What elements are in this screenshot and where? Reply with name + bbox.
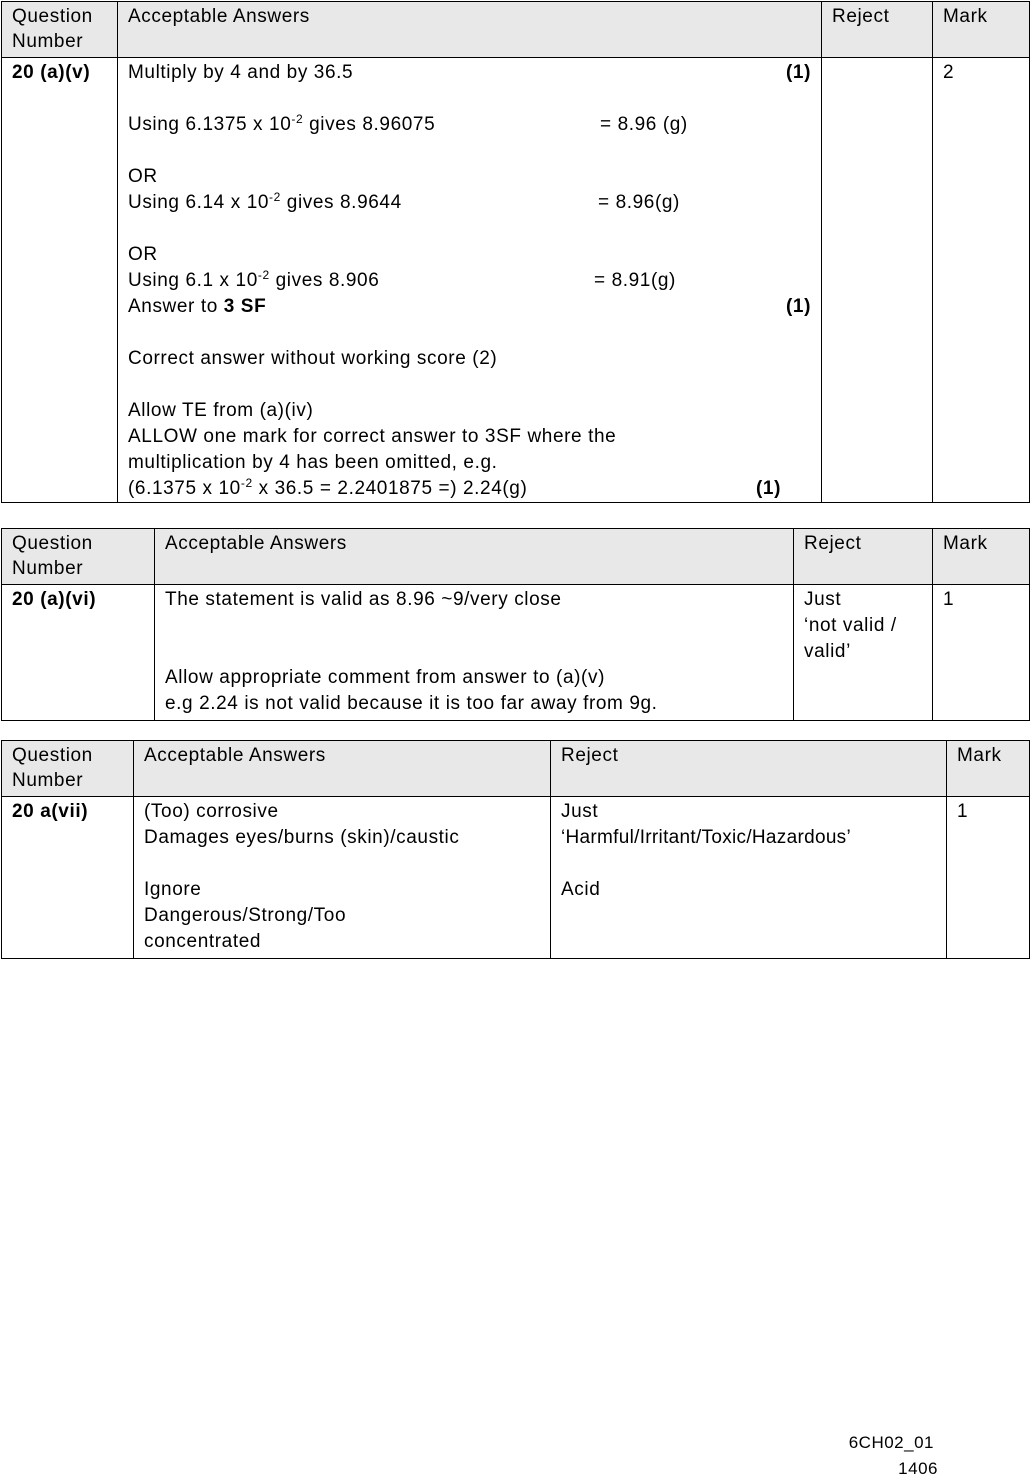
answer-line	[128, 190, 811, 216]
reject-text: Just	[561, 801, 599, 822]
header-reject: Reject	[822, 2, 933, 58]
answer-line	[128, 476, 811, 502]
answer-note: ALLOW one mark for correct answer to 3SF where the multiplication by 4 has been omitted, e.g.	[128, 426, 617, 473]
answer-note: Correct answer without working score (2)	[128, 348, 498, 369]
answer-text: gives 8.9644	[280, 192, 402, 213]
header-reject: Reject	[551, 741, 947, 797]
or-label: OR	[128, 244, 158, 265]
header-mark: Mark	[933, 529, 1030, 585]
answer-text: Multiply by 4 and by 36.5	[128, 62, 354, 83]
mark-scheme-table-vi	[1, 528, 1030, 721]
reject-cell	[551, 797, 947, 959]
header-question-number: Question Number	[2, 741, 134, 797]
paper-code: 6CH02_01	[848, 1433, 934, 1452]
answer-line	[128, 294, 811, 320]
answer-text: Using 6.14 x 10	[128, 192, 270, 213]
question-number: 20 (a)(vi)	[2, 585, 155, 721]
answer-text: x 36.5 = 2.2401875 =) 2.24(g)	[252, 478, 528, 499]
reject-text: Acid	[561, 879, 601, 900]
mark-cell: 1	[947, 797, 1030, 959]
header-mark: Mark	[947, 741, 1030, 797]
question-number: 20 a(vii)	[2, 797, 134, 959]
mark-scheme-table-v	[1, 1, 1030, 503]
exponent: -2	[240, 476, 253, 490]
answer-text: Using 6.1375 x 10	[128, 114, 292, 135]
answer-text-bold: 3 SF	[223, 296, 267, 317]
or-label: OR	[128, 166, 158, 187]
answer-text: Using 6.1 x 10	[128, 270, 258, 291]
mark-scheme-table-vii	[1, 740, 1030, 959]
answer-note: e.g 2.24 is not valid because it is too far away from 9g.	[165, 693, 658, 714]
answer-text: Answer to	[128, 296, 224, 317]
header-question-number: Question Number	[2, 529, 155, 585]
mark-allocation: (1)	[785, 62, 811, 83]
ignore-label: Ignore	[144, 879, 202, 900]
mark-allocation: (1)	[755, 478, 781, 499]
answer-text: gives 8.96075	[303, 114, 436, 135]
exponent: -2	[257, 268, 270, 282]
exponent: -2	[291, 112, 304, 126]
table-row	[2, 58, 1030, 503]
result: = 8.96(g)	[598, 192, 680, 213]
question-number: 20 (a)(v)	[2, 58, 118, 503]
answer-line	[128, 112, 811, 138]
header-acceptable-answers: Acceptable Answers	[134, 741, 551, 797]
exponent: -2	[269, 190, 281, 204]
answer-text: The statement is valid as 8.96 ~9/very close	[165, 589, 562, 610]
header-reject: Reject	[794, 529, 933, 585]
table-header-row	[2, 2, 1030, 58]
mark-allocation: (1)	[785, 296, 811, 317]
reject-text: ‘Harmful/Irritant/Toxic/Hazardous’	[561, 827, 852, 848]
mark-cell: 1	[933, 585, 1030, 721]
answer-text: gives 8.906	[269, 270, 380, 291]
page-footer	[848, 1430, 938, 1482]
table-header-row	[2, 529, 1030, 585]
answer-line	[128, 268, 811, 294]
acceptable-answers-cell	[134, 797, 551, 959]
answer-text: (6.1375 x 10	[128, 478, 241, 499]
table-row	[2, 585, 1030, 721]
answer-note: Allow appropriate comment from answer to (a)(v)	[165, 667, 606, 688]
table-row	[2, 797, 1030, 959]
result: = 8.91(g)	[594, 270, 676, 291]
result: = 8.96 (g)	[600, 114, 688, 135]
answer-text: (Too) corrosive	[144, 801, 279, 822]
ignore-text: Dangerous/Strong/Too concentrated	[144, 905, 347, 952]
header-acceptable-answers: Acceptable Answers	[118, 2, 822, 58]
header-question-number: Question Number	[2, 2, 118, 58]
answer-note: Allow TE from (a)(iv)	[128, 400, 314, 421]
header-acceptable-answers: Acceptable Answers	[155, 529, 794, 585]
series-code: 1406	[898, 1459, 938, 1478]
reject-text: Just	[804, 589, 842, 610]
acceptable-answers-cell	[118, 58, 822, 503]
answer-text: Damages eyes/burns (skin)/caustic	[144, 827, 460, 848]
acceptable-answers-cell	[155, 585, 794, 721]
reject-cell	[794, 585, 933, 721]
reject-text: ‘not valid / valid’	[804, 615, 897, 662]
mark-cell: 2	[933, 58, 1030, 503]
reject-cell	[822, 58, 933, 503]
answer-line	[128, 60, 811, 86]
header-mark: Mark	[933, 2, 1030, 58]
table-header-row	[2, 741, 1030, 797]
